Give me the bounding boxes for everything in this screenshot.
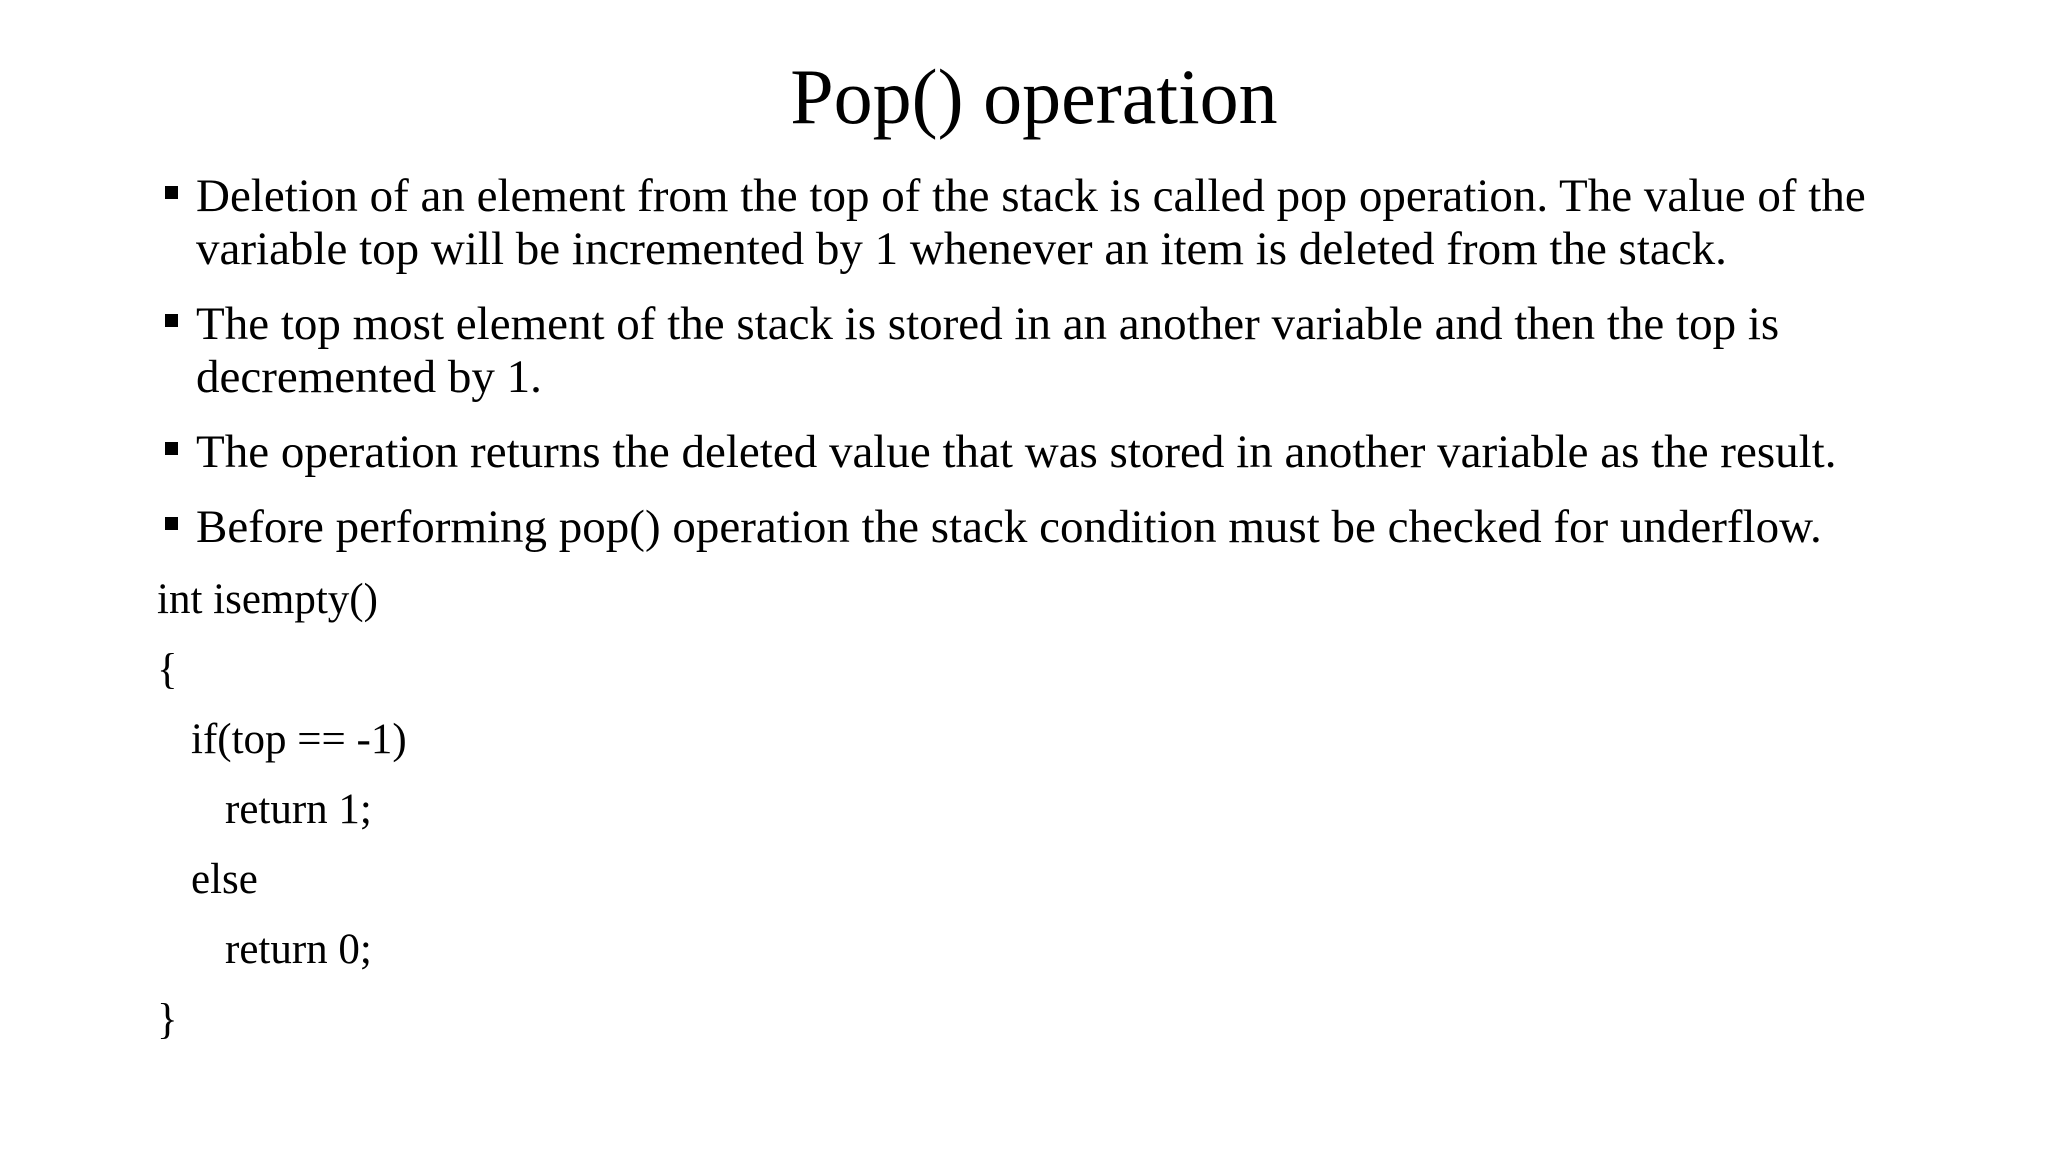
bullet-item [156, 170, 1946, 276]
bullet-text: The top most element of the stack is stored in an another variable and then the top is decremented by 1. [196, 298, 1780, 403]
bullet-text: Before performing pop() operation the stack condition must be checked for underflow. [196, 501, 1822, 553]
bullet-text: Deletion of an element from the top of the stack is called pop operation. The value of the variable top will be incremented by 1 whenever an item is deleted from the stack. [196, 170, 1866, 275]
bullet-text: The operation returns the deleted value that was stored in another variable as the result. [196, 426, 1837, 478]
code-line: return 0; [225, 926, 372, 973]
square-bullet-icon [165, 314, 178, 327]
code-line: { [157, 646, 178, 693]
bullet-item [156, 501, 1946, 554]
square-bullet-icon [165, 517, 178, 530]
square-bullet-icon [165, 186, 178, 199]
code-snippet [157, 565, 407, 1055]
bullet-item [156, 426, 1946, 479]
code-line: int isempty() [157, 576, 378, 623]
square-bullet-icon [165, 442, 178, 455]
bullet-list [156, 170, 1946, 576]
code-line: else [191, 856, 258, 903]
code-line: } [157, 996, 178, 1043]
bullet-item [156, 298, 1946, 404]
slide-title: Pop() operation [790, 53, 1278, 140]
code-line: if(top == -1) [191, 716, 407, 763]
code-line: return 1; [225, 786, 372, 833]
